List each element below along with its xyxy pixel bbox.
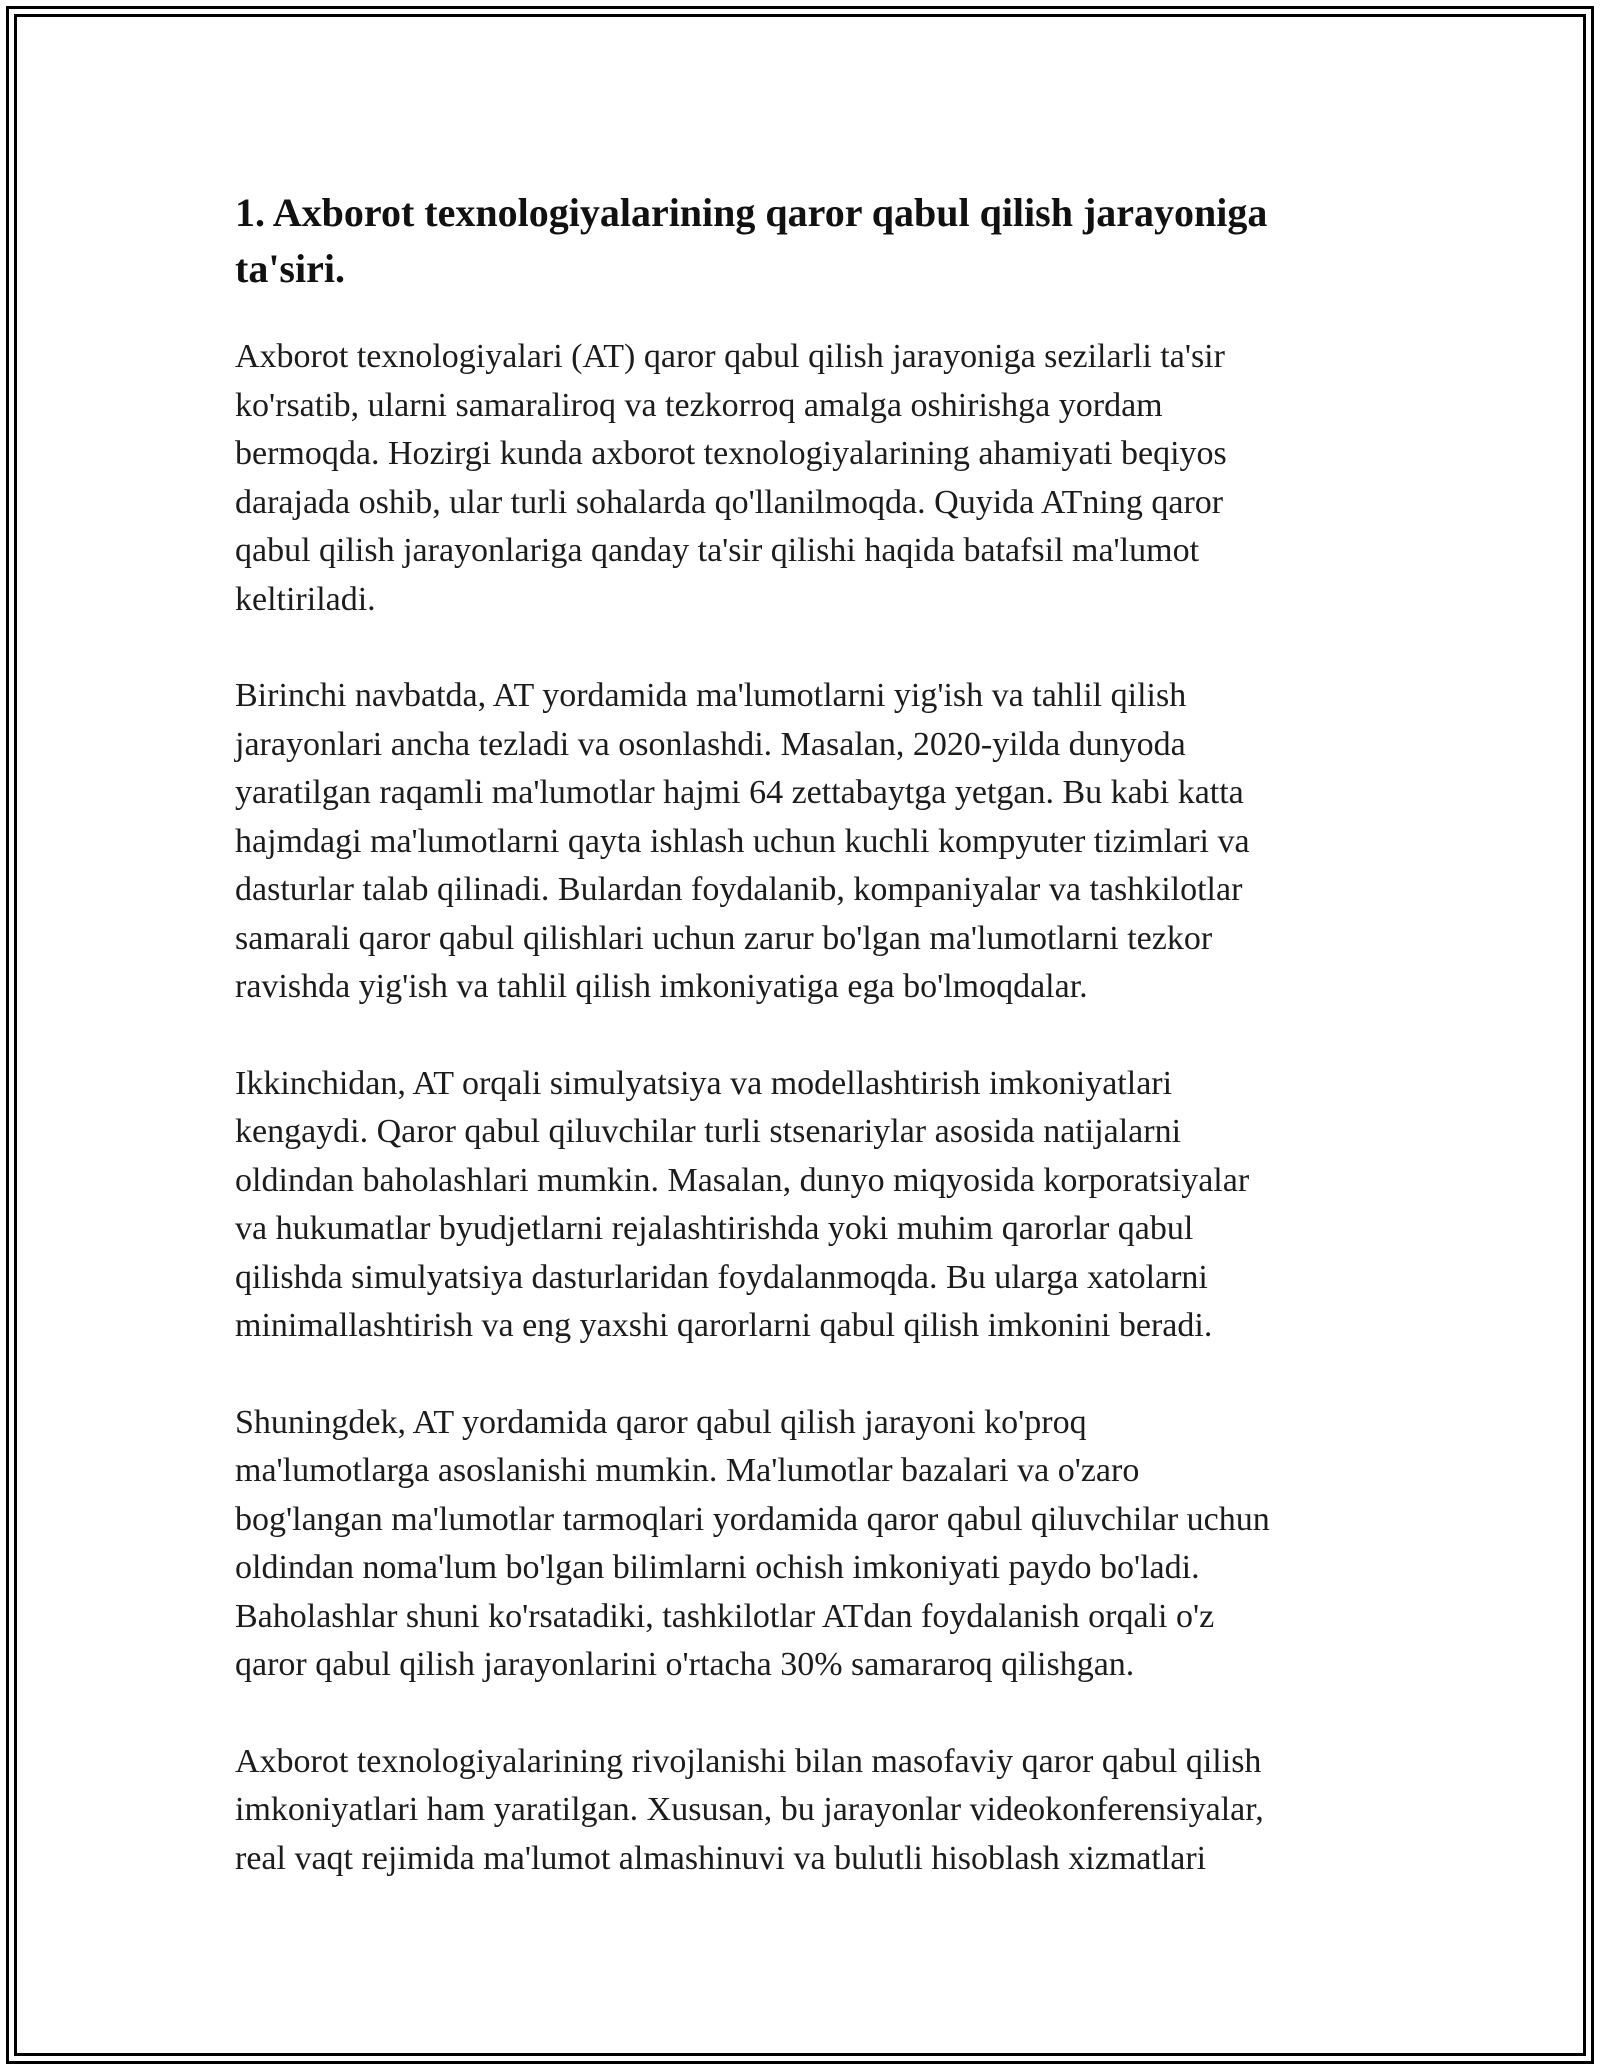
section-title: 1. Axborot texnologiyalarining qaror qabul qilish jarayoniga ta'siri. bbox=[235, 190, 1268, 291]
document-body bbox=[235, 185, 1365, 1931]
paragraph-remote-decisions: Axborot texnologiyalarining rivojlanishi bilan masofaviy qaror qabul qilish imkoniyatlari ham yaratilgan. Xususan, bu jarayonlar videokonferensiyalar, real vaqt rejimida ma'lumot almashinuvi va bulutli hisoblash xizmatlari bbox=[235, 1742, 1264, 1877]
paragraph-simulation: Ikkinchidan, AT orqali simulyatsiya va modellashtirish imkoniyatlari kengaydi. Qaror qabul qiluvchilar turli stsenariylar asosida natijalarni oldindan baholashlari mumkin. Masalan, dunyo miqyosida korporatsiyalar va hukumatlar byudjetlarni rejalashtirishda yoki muhim qarorlar qabul qilishda simulyatsiya dasturlaridan foydalanmoqda. Bu ularga xatolarni minimallashtirish va eng yaxshi qarorlarni qabul qilish imkonini beradi. bbox=[235, 1064, 1250, 1344]
paragraph-intro: Axborot texnologiyalari (AT) qaror qabul qilish jarayoniga sezilarli ta'sir ko'rsatib, ularni samaraliroq va tezkorroq amalga oshirishga yordam bermoqda. Hozirgi kunda axborot texnologiyalarining ahamiyati beqiyos darajada oshib, ular turli sohalarda qo'llanilmoqda. Quyida ATning qaror qabul qilish jarayonlariga qanday ta'sir qilishi haqida batafsil ma'lumot keltiriladi. bbox=[235, 338, 1227, 618]
paragraph-data-collection: Birinchi navbatda, AT yordamida ma'lumotlarni yig'ish va tahlil qilish jarayonlari ancha tezladi va osonlashdi. Masalan, 2020-yilda dunyoda yaratilgan raqamli ma'lumotlar hajmi 64 zettabaytga yetgan. Bu kabi katta hajmdagi ma'lumotlarni qayta ishlash uchun kuchli kompyuter tizimlari va dasturlar talab qilinadi. Bulardan foydalanib, kompaniyalar va tashkilotlar samarali qaror qabul qilishlari uchun zarur bo'lgan ma'lumotlarni tezkor ravishda yig'ish va tahlil qilish imkoniyatiga ega bo'lmoqdalar. bbox=[235, 677, 1250, 1005]
paragraph-data-driven: Shuningdek, AT yordamida qaror qabul qilish jarayoni ko'proq ma'lumotlarga asoslanishi mumkin. Ma'lumotlar bazalari va o'zaro bog'langan ma'lumotlar tarmoqlari yordamida qaror qabul qiluvchilar uchun oldindan noma'lum bo'lgan bilimlarni ochish imkoniyati paydo bo'ladi. Baholashlar shuni ko'rsatadiki, tashkilotlar ATdan foydalanish orqali o'z qaror qabul qilish jarayonlarini o'rtacha 30% samararoq qilishgan. bbox=[235, 1403, 1270, 1683]
